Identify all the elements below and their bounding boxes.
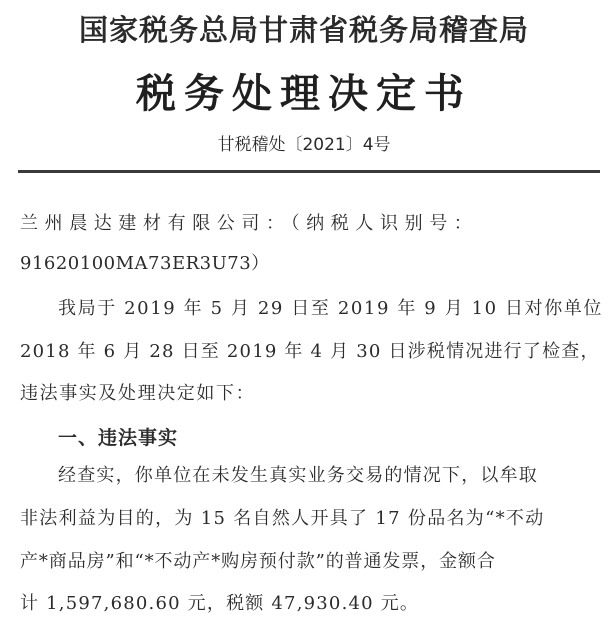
header-divider	[18, 170, 600, 173]
issuing-organization: 国家税务总局甘肃省税务局稽查局	[78, 13, 529, 47]
violation-line-2: 非法利益为目的，为 15 名自然人开具了 17 份品名为“*不动	[20, 508, 545, 529]
intro-line-1: 我局于 2019 年 5 月 29 日至 2019 年 9 月 10 日对你单位	[58, 298, 603, 319]
document-title: 税务处理决定书	[136, 70, 472, 117]
violation-line-4: 计 1,597,680.60 元，税额 47,930.40 元。	[20, 593, 420, 614]
violation-line-3: 产*商品房”和“*不动产*购房预付款”的普通发票，金额合	[20, 551, 496, 572]
intro-line-3: 违法事实及处理决定如下：	[20, 383, 256, 404]
taxpayer-id: 91620100MA73ER3U73）	[20, 253, 270, 274]
recipient-line: 兰州晨达建材有限公司：（纳税人识别号：	[20, 213, 479, 234]
document-number: 甘税稽处〔2021〕4号	[217, 135, 391, 155]
intro-line-2: 2018 年 6 月 28 日至 2019 年 4 月 30 日涉税情况进行了检查，	[20, 341, 600, 362]
section-heading-violations: 一、违法事实	[58, 427, 179, 449]
violation-line-1: 经查实，你单位在未发生真实业务交易的情况下，以牟取	[58, 465, 538, 486]
